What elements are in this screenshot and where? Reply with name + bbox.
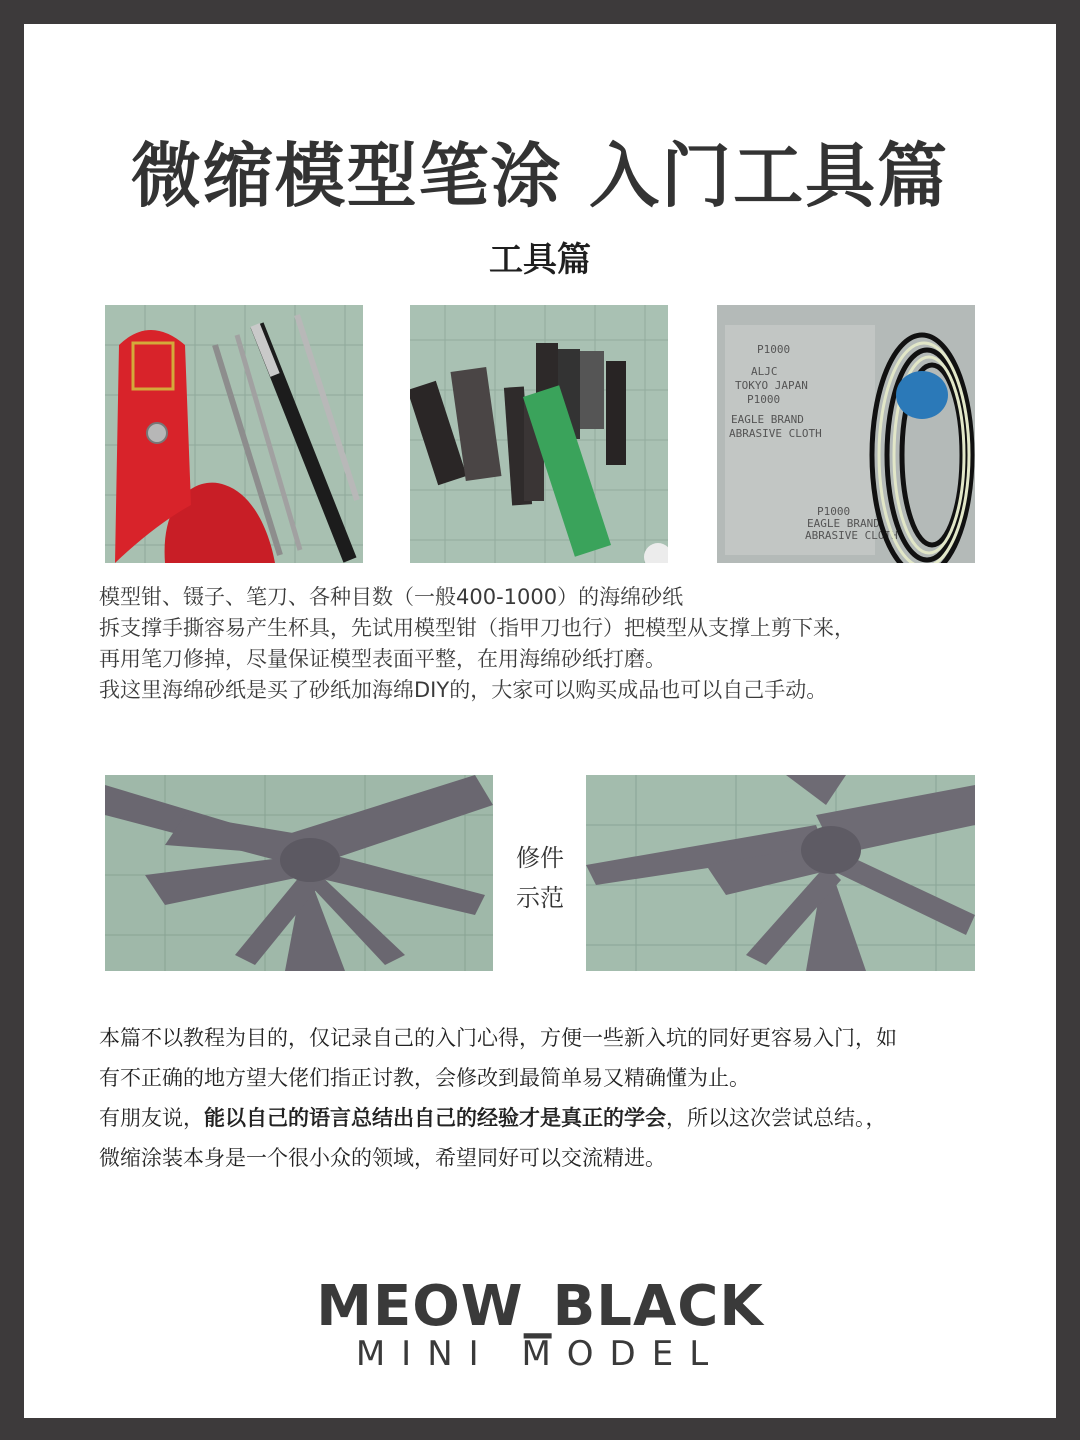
page-card — [24, 24, 1056, 1418]
notes-paragraph — [99, 1018, 999, 1178]
demo-caption — [502, 838, 578, 918]
notes-line-3 — [99, 1098, 999, 1138]
tools-line-3: 再用笔刀修掉，尽量保证模型表面平整，在用海绵砂纸打磨。 — [99, 647, 666, 671]
tools-description — [99, 582, 999, 706]
demo-caption-line-2: 示范 — [516, 884, 564, 912]
section-subtitle: 工具篇 — [489, 240, 591, 280]
sponge-sanding-sticks-photo — [410, 305, 668, 563]
svg-text:ABRASIVE CLOTH: ABRASIVE CLOTH — [805, 529, 898, 542]
tools-line-2: 拆支撑手撕容易产生杯具，先试用模型钳（指甲刀也行）把模型从支撑上剪下来， — [99, 616, 855, 640]
svg-text:P1000: P1000 — [817, 505, 851, 518]
tools-line-1: 模型钳、镊子、笔刀、各种目数（一般400-1000）的海绵砂纸 — [99, 585, 684, 609]
brand-logo: MEOW_BLACK — [316, 1274, 764, 1339]
notes-line-2: 有不正确的地方望大佬们指正讨教，会修改到最简单易又精确懂为止。 — [99, 1066, 750, 1090]
page-title: 微缩模型笔涂 入门工具篇 — [130, 135, 950, 217]
brand-subtitle: MINI MODEL — [355, 1334, 725, 1374]
notes-line-1: 本篇不以教程为目的，仅记录自己的入门心得，方便一些新入坑的同好更容易入门，如 — [99, 1026, 897, 1050]
svg-text:ABRASIVE CLOTH: ABRASIVE CLOTH — [729, 427, 822, 440]
notes-line-3-suffix: ，所以这次尝试总结。， — [666, 1106, 887, 1130]
svg-text:EAGLE BRAND: EAGLE BRAND — [731, 413, 804, 426]
abrasive-cloth-rolls-photo — [717, 305, 975, 563]
demo-after-photo — [586, 775, 975, 971]
svg-text:P1000: P1000 — [747, 393, 781, 406]
tools-line-4: 我这里海绵砂纸是买了砂纸加海绵DIY的，大家可以购买成品也可以自己手动。 — [99, 678, 828, 702]
notes-line-3-prefix: 有朋友说， — [99, 1106, 204, 1130]
tools-pliers-tweezers-photo — [105, 305, 363, 563]
svg-text:P1000: P1000 — [757, 343, 791, 356]
svg-text:TOKYO JAPAN: TOKYO JAPAN — [735, 379, 808, 392]
svg-text:EAGLE BRAND: EAGLE BRAND — [807, 517, 880, 530]
svg-text:ALJC: ALJC — [751, 365, 778, 378]
notes-line-3-bold: 能以自己的语言总结出自己的经验才是真正的学会 — [204, 1106, 666, 1130]
notes-line-4: 微缩涂装本身是一个很小众的领域，希望同好可以交流精进。 — [99, 1146, 666, 1170]
demo-before-photo — [105, 775, 493, 971]
demo-caption-line-1: 修件 — [516, 844, 564, 872]
